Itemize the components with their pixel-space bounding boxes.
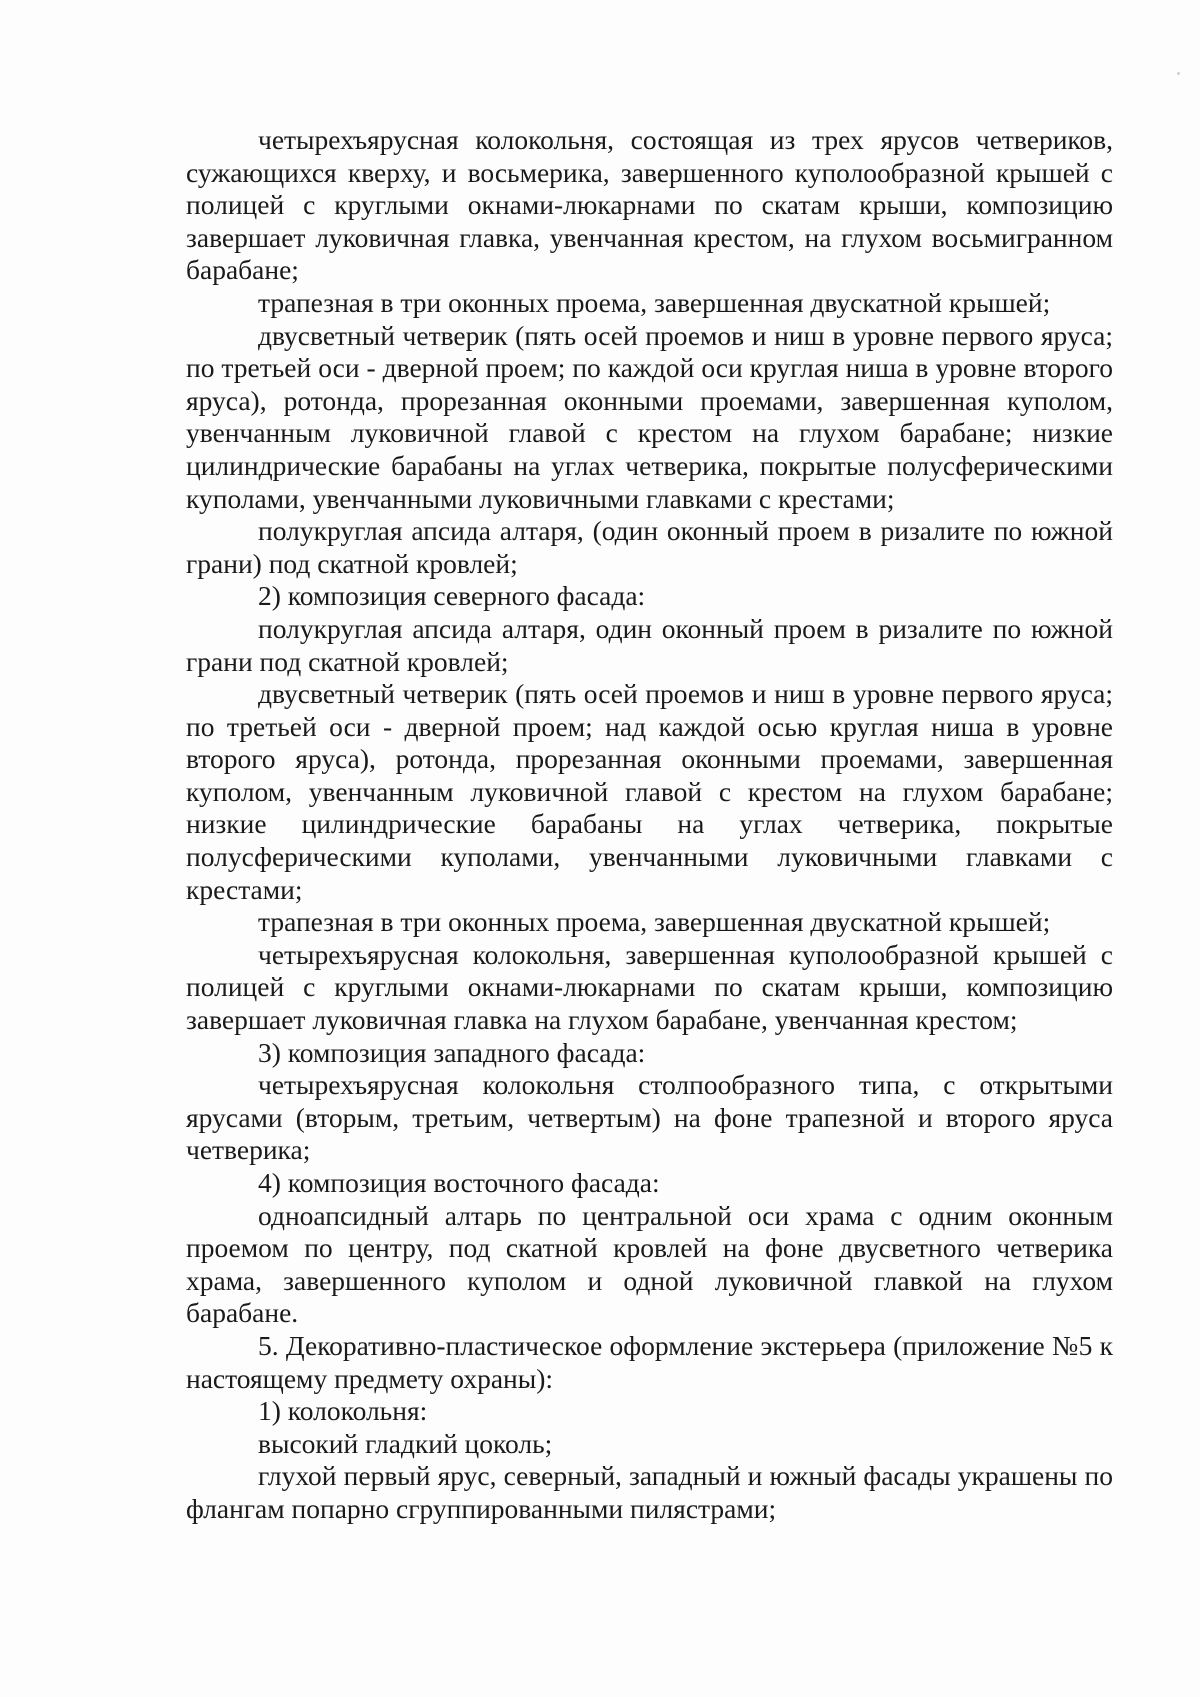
paragraph-quadrangle-north: двусветный четверик (пять осей проемов и ниш в уровне первого яруса; по третьей оси - дверной проем; над каждой осью круглая ниша в уровне второго яруса), ротонда, прорезанная оконными проемами, завершенная куполом, увенчанным луковичной главой с крестом на глухом барабане; низкие цилиндрические барабаны на углах четверика, покрытые полусферическими куполами, увенчанными луковичными главками с крестами; bbox=[186, 678, 1113, 905]
paragraph-altar-east: одноапсидный алтарь по центральной оси храма с одним оконным проемом по центру, под скатной кровлей на фоне двусветного четверика храма, завершенного куполом и одной луковичной главкой на глухом барабане. bbox=[186, 1199, 1113, 1329]
paragraph-bell-tower-west: четырехъярусная колокольня столпообразного типа, с открытыми ярусами (вторым, третьим, четвертым) на фоне трапезной и второго яруса четверика; bbox=[186, 1069, 1113, 1166]
paragraph-bell-tower-south: четырехъярусная колокольня, состоящая из трех ярусов четвериков, сужающихся кверху, и восьмерика, завершенного куполообразной крышей с полицей с круглыми окнами-люкарнами по скатам крыши, композицию завершает луковичная главка, увенчанная крестом, на глухом восьмигранном барабане; bbox=[186, 124, 1113, 286]
paragraph-first-tier-pilasters: глухой первый ярус, северный, западный и южный фасады украшены по флангам попарно сгруппированными пилястрами; bbox=[186, 1460, 1113, 1524]
paragraph-apse-north: полукруглая апсида алтаря, один оконный проем в ризалите по южной грани под скатной кровлей; bbox=[186, 612, 1113, 677]
document-body bbox=[186, 124, 1113, 1526]
heading-decorative-exterior: 5. Декоративно-пластическое оформление экстерьера (приложение №5 к настоящему предмету охраны): bbox=[186, 1329, 1113, 1394]
heading-west-facade: 3) композиция западного фасада: bbox=[258, 1036, 646, 1068]
paragraph-bell-tower-north: четырехъярусная колокольня, завершенная куполообразной крышей с полицей с круглыми окнами-люкарнами по скатам крыши, композицию завершает луковичная главка на глухом барабане, увенчанная крестом; bbox=[186, 938, 1113, 1036]
paragraph-quadrangle-south: двусветный четверик (пять осей проемов и ниш в уровне первого яруса; по третьей оси - дверной проем; по каждой оси круглая ниша в уровне второго яруса), ротонда, прорезанная оконными проемами, завершенная куполом, увенчанным луковичной главой с крестом на глухом барабане; низкие цилиндрические барабаны на углах четверика, покрытые полусферическими куполами, увенчанными луковичными главками с крестами; bbox=[186, 319, 1113, 514]
heading-east-facade: 4) композиция восточного фасада: bbox=[258, 1167, 660, 1198]
paragraph-apse-south: полукруглая апсида алтаря, (один оконный проем в ризалите по южной грани) под скатной кровлей; bbox=[186, 515, 1113, 579]
heading-north-facade: 2) композиция северного фасада: bbox=[258, 580, 646, 612]
paragraph-refectory-north: трапезная в три оконных проема, завершенная двускатной крышей; bbox=[258, 906, 1051, 938]
scan-speck bbox=[1177, 72, 1180, 75]
heading-bell-tower-decor: 1) колокольня: bbox=[258, 1395, 428, 1427]
paragraph-refectory-south: трапезная в три оконных проема, завершенная двускатной крышей; bbox=[258, 286, 1051, 318]
paragraph-plinth: высокий гладкий цоколь; bbox=[258, 1427, 553, 1459]
